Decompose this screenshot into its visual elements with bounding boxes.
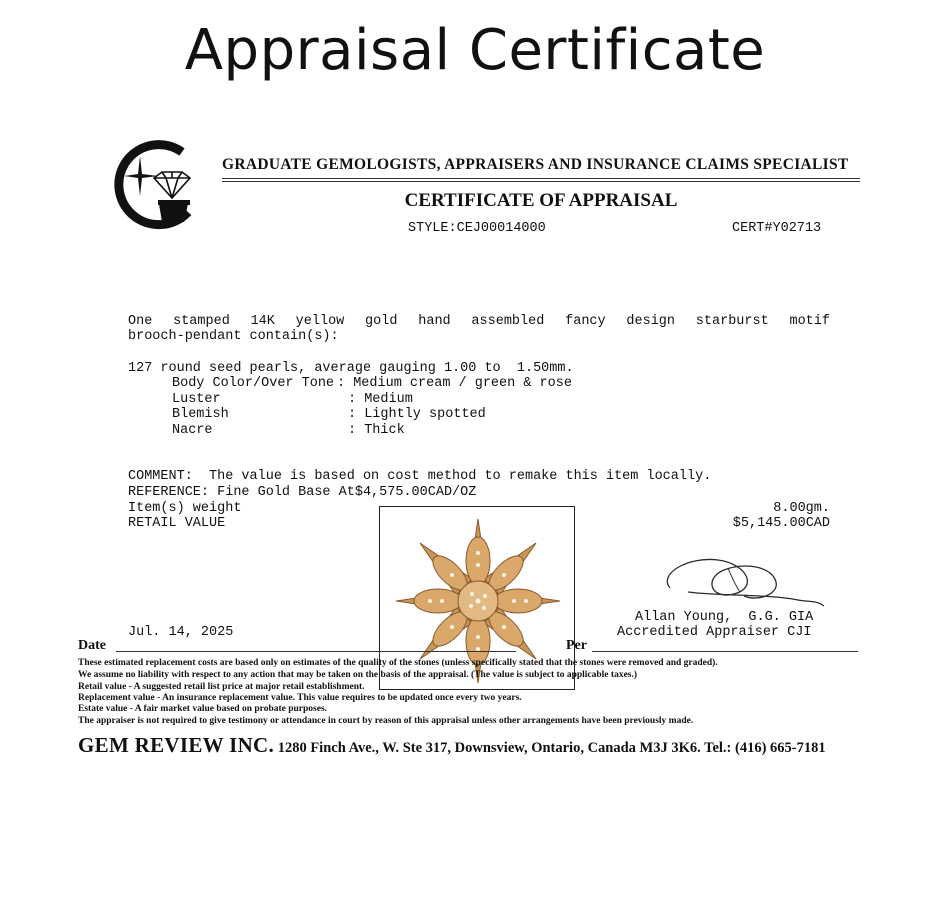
item-description-cont: brooch-pendant contain(s): xyxy=(128,329,339,344)
attribute-value: : Medium cream / green & rose xyxy=(337,376,572,391)
retail-value-amount: $5,145.00CAD xyxy=(732,516,830,531)
per-label: Per xyxy=(566,638,587,653)
header-rule-double xyxy=(222,181,860,182)
weight-value: 8.00gm. xyxy=(773,501,830,516)
retail-value-label: RETAIL VALUE xyxy=(128,516,226,531)
attribute-value: : Thick xyxy=(348,423,405,438)
attribute-value: : Medium xyxy=(348,392,413,407)
attribute-label: Blemish xyxy=(172,407,229,422)
disclaimer-line: The appraiser is not required to give testimony or attendance in court by reason of this appraisal unless other arrangements have been previously made. xyxy=(78,716,694,726)
footer-brand: GEM REVIEW INC. xyxy=(78,733,275,757)
date-label: Date xyxy=(78,638,106,653)
organization-name: GRADUATE GEMOLOGISTS, APPRAISERS AND INSURANCE CLAIMS SPECIALIST xyxy=(222,156,849,173)
per-line xyxy=(592,651,858,652)
comment-line: COMMENT: The value is based on cost method to remake this item locally. xyxy=(128,469,712,484)
disclaimer-line: These estimated replacement costs are based only on estimates of the quality of the stones (unless specifically stated that the stones were removed and graded). xyxy=(78,658,718,668)
disclaimer-line: Retail value - A suggested retail list price at major retail establishment. xyxy=(78,682,365,692)
pearl-summary: 127 round seed pearls, average gauging 1.00 to 1.50mm. xyxy=(128,361,574,376)
style-number: STYLE:CEJ00014000 xyxy=(408,221,546,236)
footer xyxy=(78,733,826,758)
header-rule xyxy=(222,178,860,179)
gemologist-diamond-logo xyxy=(104,134,204,230)
attribute-label: Luster xyxy=(172,392,221,407)
page-headline: Appraisal Certificate xyxy=(184,18,766,83)
item-description: One stamped 14K yellow gold hand assembled fancy design starburst motif xyxy=(128,314,830,329)
footer-address: 1280 Finch Ave., W. Ste 317, Downsview, Ontario, Canada M3J 3K6. Tel.: (416) 665-7181 xyxy=(274,740,826,756)
attribute-value: : Lightly spotted xyxy=(348,407,486,422)
certificate-number: CERT#Y02713 xyxy=(732,221,822,236)
disclaimer-line: We assume no liability with respect to any action that may be taken on the basis of the appraisal. (The value is subject to applicable taxes.) xyxy=(78,670,638,680)
appraisal-date: Jul. 14, 2025 xyxy=(128,625,234,640)
appraiser-title: Accredited Appraiser CJI xyxy=(617,625,812,640)
disclaimer-line: Replacement value - An insurance replacement value. This value requires to be updated once every two years. xyxy=(78,693,522,703)
attribute-label: Body Color/Over Tone xyxy=(172,376,335,391)
disclaimer-line: Estate value - A fair market value based on probate purposes. xyxy=(78,704,328,714)
appraiser-name: Allan Young, G.G. GIA xyxy=(635,610,814,625)
date-line xyxy=(116,651,516,652)
appraiser-signature xyxy=(648,548,838,612)
attribute-label: Nacre xyxy=(172,423,213,438)
certificate-title: CERTIFICATE OF APPRAISAL xyxy=(404,190,678,211)
weight-label: Item(s) weight xyxy=(128,501,242,516)
reference-line: REFERENCE: Fine Gold Base At$4,575.00CAD/OZ xyxy=(128,485,477,500)
